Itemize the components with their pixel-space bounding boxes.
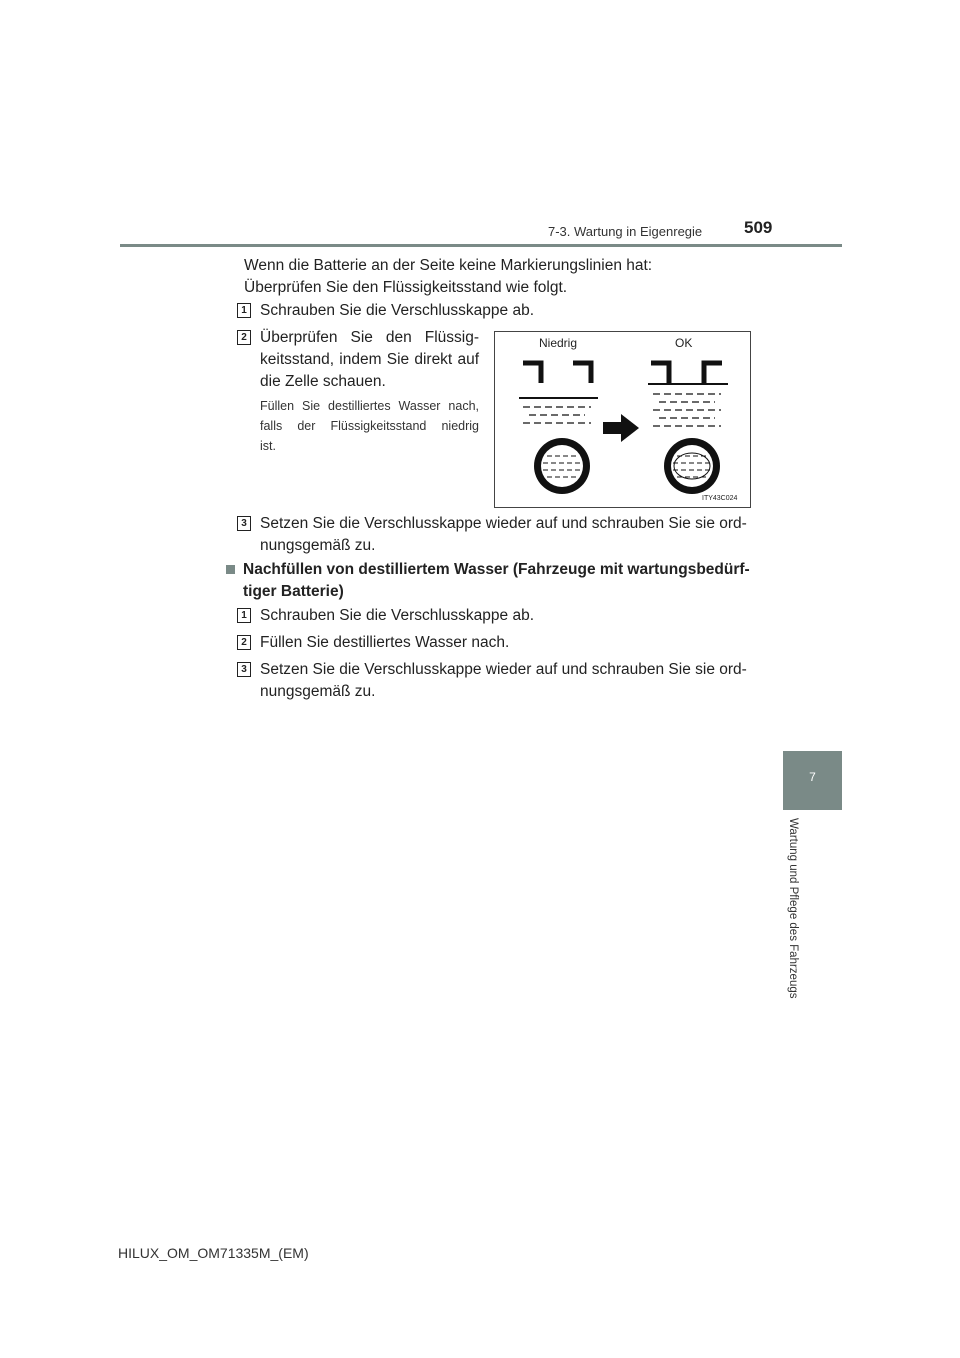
header-section-title: 7-3. Wartung in Eigenregie bbox=[548, 224, 703, 239]
step-number-box: 1 bbox=[237, 608, 251, 623]
step-a2-line-1: Überprüfen Sie den Flüssig- bbox=[260, 329, 479, 346]
page-number: 509 bbox=[744, 218, 773, 237]
chapter-label bbox=[787, 818, 807, 1048]
step-a2-line-2: keitsstand, indem Sie direkt auf bbox=[260, 351, 479, 368]
step-number-box: 3 bbox=[237, 662, 251, 677]
figure-label-low: Niedrig bbox=[539, 336, 578, 350]
battery-level-illustration bbox=[495, 332, 750, 507]
step-b2-text: Füllen Sie destilliertes Wasser nach. bbox=[260, 634, 510, 651]
section-bullet-icon bbox=[226, 565, 235, 574]
step-number-box: 1 bbox=[237, 303, 251, 318]
step-a2-line-3: die Zelle schauen. bbox=[260, 373, 386, 390]
step-number-box: 2 bbox=[237, 330, 251, 345]
step-number-box: 2 bbox=[237, 635, 251, 650]
step-a2-note-1: Füllen Sie destilliertes Wasser nach, bbox=[260, 399, 479, 413]
step-a3-line-2: nungsgemäß zu. bbox=[260, 537, 376, 554]
battery-level-figure bbox=[494, 331, 751, 508]
intro-line-2: Überprüfen Sie den Flüssigkeitsstand wie folgt. bbox=[244, 279, 568, 296]
figure-label-ok: OK bbox=[675, 336, 693, 350]
chapter-label-text: Wartung und Pflege des Fahrzeugs bbox=[787, 818, 799, 999]
step-a1-text: Schrauben Sie die Verschlusskappe ab. bbox=[260, 302, 535, 319]
step-number-box: 3 bbox=[237, 516, 251, 531]
step-a2-note-3: ist. bbox=[260, 439, 276, 453]
intro-line-1: Wenn die Batterie an der Seite keine Markierungslinien hat: bbox=[244, 257, 653, 274]
section2-title-line-2: tiger Batterie) bbox=[243, 583, 344, 600]
figure-code: ITY43C024 bbox=[702, 495, 738, 502]
step-a2-note-2: falls der Flüssigkeitsstand niedrig bbox=[260, 419, 479, 433]
header-divider bbox=[120, 244, 842, 247]
step-a3-line-1: Setzen Sie die Verschlusskappe wieder auf und schrauben Sie sie ord- bbox=[260, 515, 747, 532]
chapter-number: 7 bbox=[809, 770, 816, 784]
step-b1-text: Schrauben Sie die Verschlusskappe ab. bbox=[260, 607, 535, 624]
section2-title-line-1: Nachfüllen von destilliertem Wasser (Fahrzeuge mit wartungsbedürf- bbox=[243, 561, 750, 578]
step-b3-line-1: Setzen Sie die Verschlusskappe wieder auf und schrauben Sie sie ord- bbox=[260, 661, 747, 678]
step-b3-line-2: nungsgemäß zu. bbox=[260, 683, 376, 700]
footer-document-code: HILUX_OM_OM71335M_(EM) bbox=[118, 1245, 309, 1261]
